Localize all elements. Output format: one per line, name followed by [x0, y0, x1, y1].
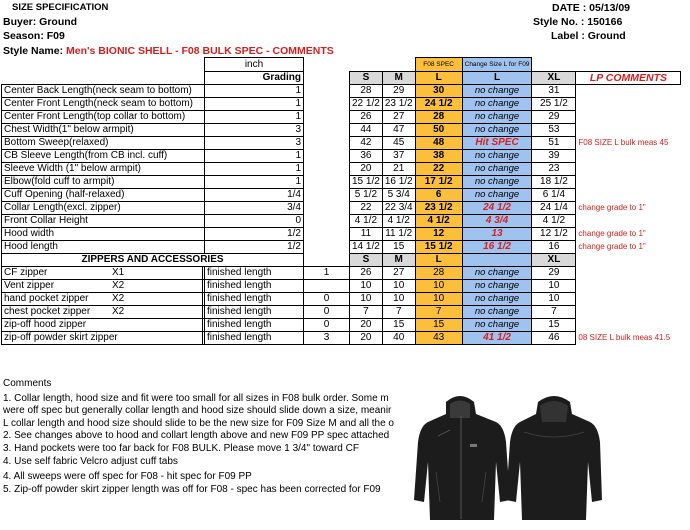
size-m-value: 16 1/2 — [382, 176, 415, 189]
spacer — [304, 85, 350, 98]
lp-comment: change grade to 1" — [578, 242, 646, 251]
size-m-value: 15 — [382, 319, 415, 332]
spacer — [304, 111, 350, 124]
measurement-label: Hood width — [2, 228, 205, 241]
zipper-label-cell — [2, 267, 205, 280]
table-row — [2, 202, 681, 215]
zipper-finish: finished length — [205, 319, 304, 332]
size-header-xl: XL — [532, 72, 576, 85]
grading-value: 1 — [304, 267, 350, 280]
size-header-l-change: L — [462, 72, 532, 85]
zipper-row — [2, 319, 681, 332]
lp-comment — [576, 293, 681, 306]
grading-value: 1 — [205, 85, 304, 98]
grading-value: 1/2 — [205, 241, 304, 254]
zipper-finish: finished length — [205, 280, 304, 293]
zipper-row — [2, 280, 681, 293]
change-l-value: 41 1/2 — [462, 332, 532, 345]
date: DATE : 05/13/09 — [552, 2, 631, 14]
measurement-label: Cuff Opening (half-relaxed) — [2, 189, 205, 202]
table-row — [2, 85, 681, 98]
table-row — [2, 163, 681, 176]
spec-table — [1, 57, 681, 345]
jacket-front-image — [414, 396, 510, 520]
size-l-value: 22 — [415, 163, 462, 176]
zipper-row — [2, 293, 681, 306]
zipper-qty — [112, 319, 203, 331]
size-l-value: 4 1/2 — [415, 215, 462, 228]
style-number: Style No. : 150166 — [533, 16, 623, 28]
change-l-value: no change — [462, 111, 532, 124]
style-name: Men's BIONIC SHELL - F08 BULK SPEC - COMMENTS — [66, 45, 334, 57]
zipper-qty: X2 — [112, 293, 203, 305]
size-xl-value: 23 — [532, 163, 576, 176]
comments-title: Comments — [3, 378, 52, 389]
zipper-label: zip-off hood zipper — [4, 319, 87, 330]
size-xl-value: 18 1/2 — [532, 176, 576, 189]
size-l-value: 50 — [415, 124, 462, 137]
size-s-value: 22 1/2 — [350, 98, 383, 111]
size-l-value: 38 — [415, 150, 462, 163]
table-row — [2, 137, 681, 150]
measurement-label: Hood length — [2, 241, 205, 254]
zipper-size-m: M — [382, 254, 415, 267]
size-s-value: 4 1/2 — [350, 215, 383, 228]
change-l-value: no change — [462, 280, 532, 293]
change-l-value: no change — [462, 98, 532, 111]
comment-line: 4. All sweeps were off spec for F08 - hit spec for F09 PP — [3, 471, 252, 483]
size-l-value: 6 — [415, 189, 462, 202]
lp-comment: change grade to 1" — [578, 203, 646, 212]
lp-comment — [576, 85, 681, 98]
lp-comment — [576, 280, 681, 293]
size-m-value: 5 3/4 — [382, 189, 415, 202]
size-xl-value: 39 — [532, 150, 576, 163]
lp-comment — [576, 111, 681, 124]
spacer — [304, 176, 350, 189]
measurement-label: Center Back Length(neck seam to bottom) — [2, 85, 205, 98]
measurement-label: Sleeve Width (1" below armpit) — [2, 163, 205, 176]
table-row — [2, 111, 681, 124]
size-xl-value: 31 — [532, 85, 576, 98]
season: Season: F09 — [3, 30, 65, 42]
size-s-value: 15 1/2 — [350, 176, 383, 189]
comment-line: 3. Hand pockets were too far back for F08 BULK. Please move 1 3/4" toward CF — [3, 442, 359, 454]
grading-value: 3 — [205, 124, 304, 137]
table-row — [2, 215, 681, 228]
size-s-value: 14 1/2 — [350, 241, 383, 254]
size-m-value: 29 — [382, 85, 415, 98]
spacer — [304, 228, 350, 241]
style-name-row — [3, 45, 334, 57]
size-m-value: 11 1/2 — [382, 228, 415, 241]
zipper-label: hand pocket zipper — [4, 293, 89, 304]
size-s-value: 22 — [350, 202, 383, 215]
size-s-value: 44 — [350, 124, 383, 137]
lp-comment — [576, 319, 681, 332]
size-xl-value: 10 — [532, 293, 576, 306]
comment-line: were off spec but generally collar length and hood size should slide down a size, meanir — [3, 405, 392, 417]
size-m-value: 21 — [382, 163, 415, 176]
table-row — [2, 228, 681, 241]
spacer — [304, 241, 350, 254]
size-s-value: 42 — [350, 137, 383, 150]
size-l-value: 12 — [415, 228, 462, 241]
size-xl-value: 24 1/4 — [532, 202, 576, 215]
zipper-qty: X2 — [112, 280, 203, 292]
table-row — [2, 124, 681, 137]
grading-value: 1 — [205, 163, 304, 176]
label: Label : Ground — [551, 30, 626, 42]
f08-spec-header: F08 SPEC — [415, 58, 462, 72]
size-s-value: 26 — [350, 111, 383, 124]
size-l-value: 30 — [415, 85, 462, 98]
grading-value: 0 — [304, 306, 350, 319]
lp-comment — [576, 124, 681, 137]
size-xl-value: 7 — [532, 306, 576, 319]
lp-comment: 08 SIZE L bulk meas 41.5 — [578, 333, 671, 342]
size-l-value: 48 — [415, 137, 462, 150]
size-m-value: 45 — [382, 137, 415, 150]
jacket-illustration — [412, 392, 602, 527]
lp-comment: F08 SIZE L bulk meas 45 — [578, 138, 669, 147]
size-l-value: 17 1/2 — [415, 176, 462, 189]
change-l-value: no change — [462, 150, 532, 163]
comment-line: 1. Collar length, hood size and fit were too small for all sizes in F08 bulk order. Some m — [3, 392, 389, 404]
size-xl-value: 25 1/2 — [532, 98, 576, 111]
table-row — [2, 189, 681, 202]
size-m-value: 23 1/2 — [382, 98, 415, 111]
size-m-value: 4 1/2 — [382, 215, 415, 228]
size-xl-value: 4 1/2 — [532, 215, 576, 228]
measurement-label: Elbow(fold cuff to armpit) — [2, 176, 205, 189]
table-row — [2, 241, 681, 254]
size-s-value: 28 — [350, 85, 383, 98]
change-l-value: no change — [462, 267, 532, 280]
lp-comments-header: LP COMMENTS — [576, 72, 681, 85]
lp-comment: change grade to 1" — [578, 229, 646, 238]
lp-comment — [576, 150, 681, 163]
measurement-label: Collar Length(excl. zipper) — [2, 202, 205, 215]
size-s-value: 26 — [350, 267, 383, 280]
size-l-value: 10 — [415, 280, 462, 293]
change-size-header: Change Size L for F09 — [462, 58, 532, 72]
change-l-value: no change — [462, 189, 532, 202]
size-s-value: 10 — [350, 293, 383, 306]
zipper-qty — [112, 332, 203, 344]
comment-line: 2. See changes above to hood and collart length above and new F09 PP spec attached — [3, 430, 390, 442]
grading-value: 1/2 — [205, 228, 304, 241]
change-l-value: no change — [462, 319, 532, 332]
change-l-value: 24 1/2 — [462, 202, 532, 215]
size-header-l: L — [415, 72, 462, 85]
size-l-value: 23 1/2 — [415, 202, 462, 215]
lp-comment — [576, 306, 681, 319]
lp-comment — [576, 189, 681, 202]
zipper-label-cell — [2, 306, 205, 319]
change-l-value: 16 1/2 — [462, 241, 532, 254]
comments-section — [3, 378, 413, 496]
size-xl-value: 46 — [532, 332, 576, 345]
zipper-qty: X1 — [112, 267, 203, 279]
size-xl-value: 15 — [532, 319, 576, 332]
table-row — [2, 176, 681, 189]
buyer: Buyer: Ground — [3, 16, 78, 28]
zipper-label: CF zipper — [4, 267, 48, 278]
change-l-value: no change — [462, 306, 532, 319]
spacer — [304, 189, 350, 202]
size-l-value: 15 1/2 — [415, 241, 462, 254]
grading-value: 1 — [205, 98, 304, 111]
size-s-value: 10 — [350, 280, 383, 293]
lp-comment — [576, 215, 681, 228]
size-m-value: 7 — [382, 306, 415, 319]
size-header-s: S — [350, 72, 383, 85]
zipper-row — [2, 267, 681, 280]
change-l-value: no change — [462, 124, 532, 137]
grading-value: 0 — [205, 215, 304, 228]
comment-line: 5. Zip-off powder skirt zipper length was off for F08 - spec has been corrected for F09 — [3, 483, 381, 495]
zipper-row — [2, 306, 681, 319]
jacket-back-image — [506, 396, 602, 520]
size-xl-value: 29 — [532, 267, 576, 280]
size-s-value: 36 — [350, 150, 383, 163]
size-l-value: 28 — [415, 111, 462, 124]
zipper-finish: finished length — [205, 267, 304, 280]
measurement-label: Bottom Sweep(relaxed) — [2, 137, 205, 150]
lp-comment — [576, 176, 681, 189]
size-s-value: 7 — [350, 306, 383, 319]
grading-value — [304, 280, 350, 293]
change-l-value: no change — [462, 293, 532, 306]
spacer — [304, 98, 350, 111]
size-xl-value: 53 — [532, 124, 576, 137]
change-l-value: no change — [462, 85, 532, 98]
size-xl-value: 51 — [532, 137, 576, 150]
spec-title: SIZE SPECIFICATION — [12, 2, 109, 13]
size-xl-value: 16 — [532, 241, 576, 254]
spacer — [304, 163, 350, 176]
zipper-finish: finished length — [205, 306, 304, 319]
size-l-value: 43 — [415, 332, 462, 345]
zipper-finish: finished length — [205, 332, 304, 345]
size-s-value: 5 1/2 — [350, 189, 383, 202]
comment-line: 4. Use self fabric Velcro adjust cuff tabs — [3, 455, 178, 467]
grading-value: 0 — [304, 319, 350, 332]
lp-comment — [576, 267, 681, 280]
zipper-label-cell — [2, 332, 205, 345]
size-m-value: 15 — [382, 241, 415, 254]
grading-header: Grading — [205, 72, 304, 85]
measurement-label: Chest Width(1" below armpit) — [2, 124, 205, 137]
size-s-value: 11 — [350, 228, 383, 241]
size-s-value: 20 — [350, 319, 383, 332]
grading-value: 3 — [304, 332, 350, 345]
style-name-label: Style Name: — [3, 45, 64, 57]
size-m-value: 10 — [382, 280, 415, 293]
lp-comment — [576, 98, 681, 111]
change-l-value: 4 3/4 — [462, 215, 532, 228]
unit-label: inch — [205, 58, 304, 72]
size-s-value: 20 — [350, 163, 383, 176]
zipper-label-cell — [2, 280, 205, 293]
size-l-value: 7 — [415, 306, 462, 319]
grading-value: 1/4 — [205, 189, 304, 202]
size-s-value: 20 — [350, 332, 383, 345]
size-m-value: 10 — [382, 293, 415, 306]
size-xl-value: 29 — [532, 111, 576, 124]
size-m-value: 40 — [382, 332, 415, 345]
change-l-value: no change — [462, 163, 532, 176]
zipper-size-l: L — [415, 254, 462, 267]
zipper-finish: finished length — [205, 293, 304, 306]
spacer — [304, 137, 350, 150]
zipper-size-s: S — [350, 254, 383, 267]
spacer — [304, 215, 350, 228]
table-row — [2, 98, 681, 111]
measurement-label: CB Sleeve Length(from CB incl. cuff) — [2, 150, 205, 163]
grading-value: 0 — [304, 293, 350, 306]
size-m-value: 22 3/4 — [382, 202, 415, 215]
zipper-size-xl: XL — [532, 254, 576, 267]
size-m-value: 37 — [382, 150, 415, 163]
zippers-header: ZIPPERS AND ACCESSORIES — [2, 254, 304, 267]
grading-value: 1 — [205, 176, 304, 189]
spacer — [304, 202, 350, 215]
size-l-value: 10 — [415, 293, 462, 306]
size-m-value: 47 — [382, 124, 415, 137]
measurement-label: Center Front Length(neck seam to bottom) — [2, 98, 205, 111]
zipper-label: zip-off powder skirt zipper — [4, 332, 118, 343]
change-l-value: Hit SPEC — [462, 137, 532, 150]
zipper-label-cell — [2, 319, 205, 332]
zipper-qty: X2 — [112, 306, 203, 318]
grading-value: 3 — [205, 137, 304, 150]
size-m-value: 27 — [382, 111, 415, 124]
change-l-value: 13 — [462, 228, 532, 241]
grading-value: 3/4 — [205, 202, 304, 215]
spacer — [304, 124, 350, 137]
size-l-value: 24 1/2 — [415, 98, 462, 111]
zipper-label-cell — [2, 293, 205, 306]
size-xl-value: 6 1/4 — [532, 189, 576, 202]
size-header-m: M — [382, 72, 415, 85]
measurement-label: Front Collar Height — [2, 215, 205, 228]
comment-line: L collar length and hood size should slide to be the new size for F09 Size M and all the o — [3, 417, 394, 429]
size-xl-value: 12 1/2 — [532, 228, 576, 241]
zipper-row — [2, 332, 681, 345]
size-m-value: 27 — [382, 267, 415, 280]
grading-value: 1 — [205, 111, 304, 124]
table-row — [2, 150, 681, 163]
lp-comment — [576, 163, 681, 176]
size-l-value: 15 — [415, 319, 462, 332]
size-xl-value: 10 — [532, 280, 576, 293]
measurement-label: Center Front Length(top collar to bottom) — [2, 111, 205, 124]
spacer — [304, 150, 350, 163]
size-l-value: 28 — [415, 267, 462, 280]
zipper-label: chest pocket zipper — [4, 306, 91, 317]
change-l-value: no change — [462, 176, 532, 189]
grading-value: 1 — [205, 150, 304, 163]
zipper-label: Vent zipper — [4, 280, 55, 291]
